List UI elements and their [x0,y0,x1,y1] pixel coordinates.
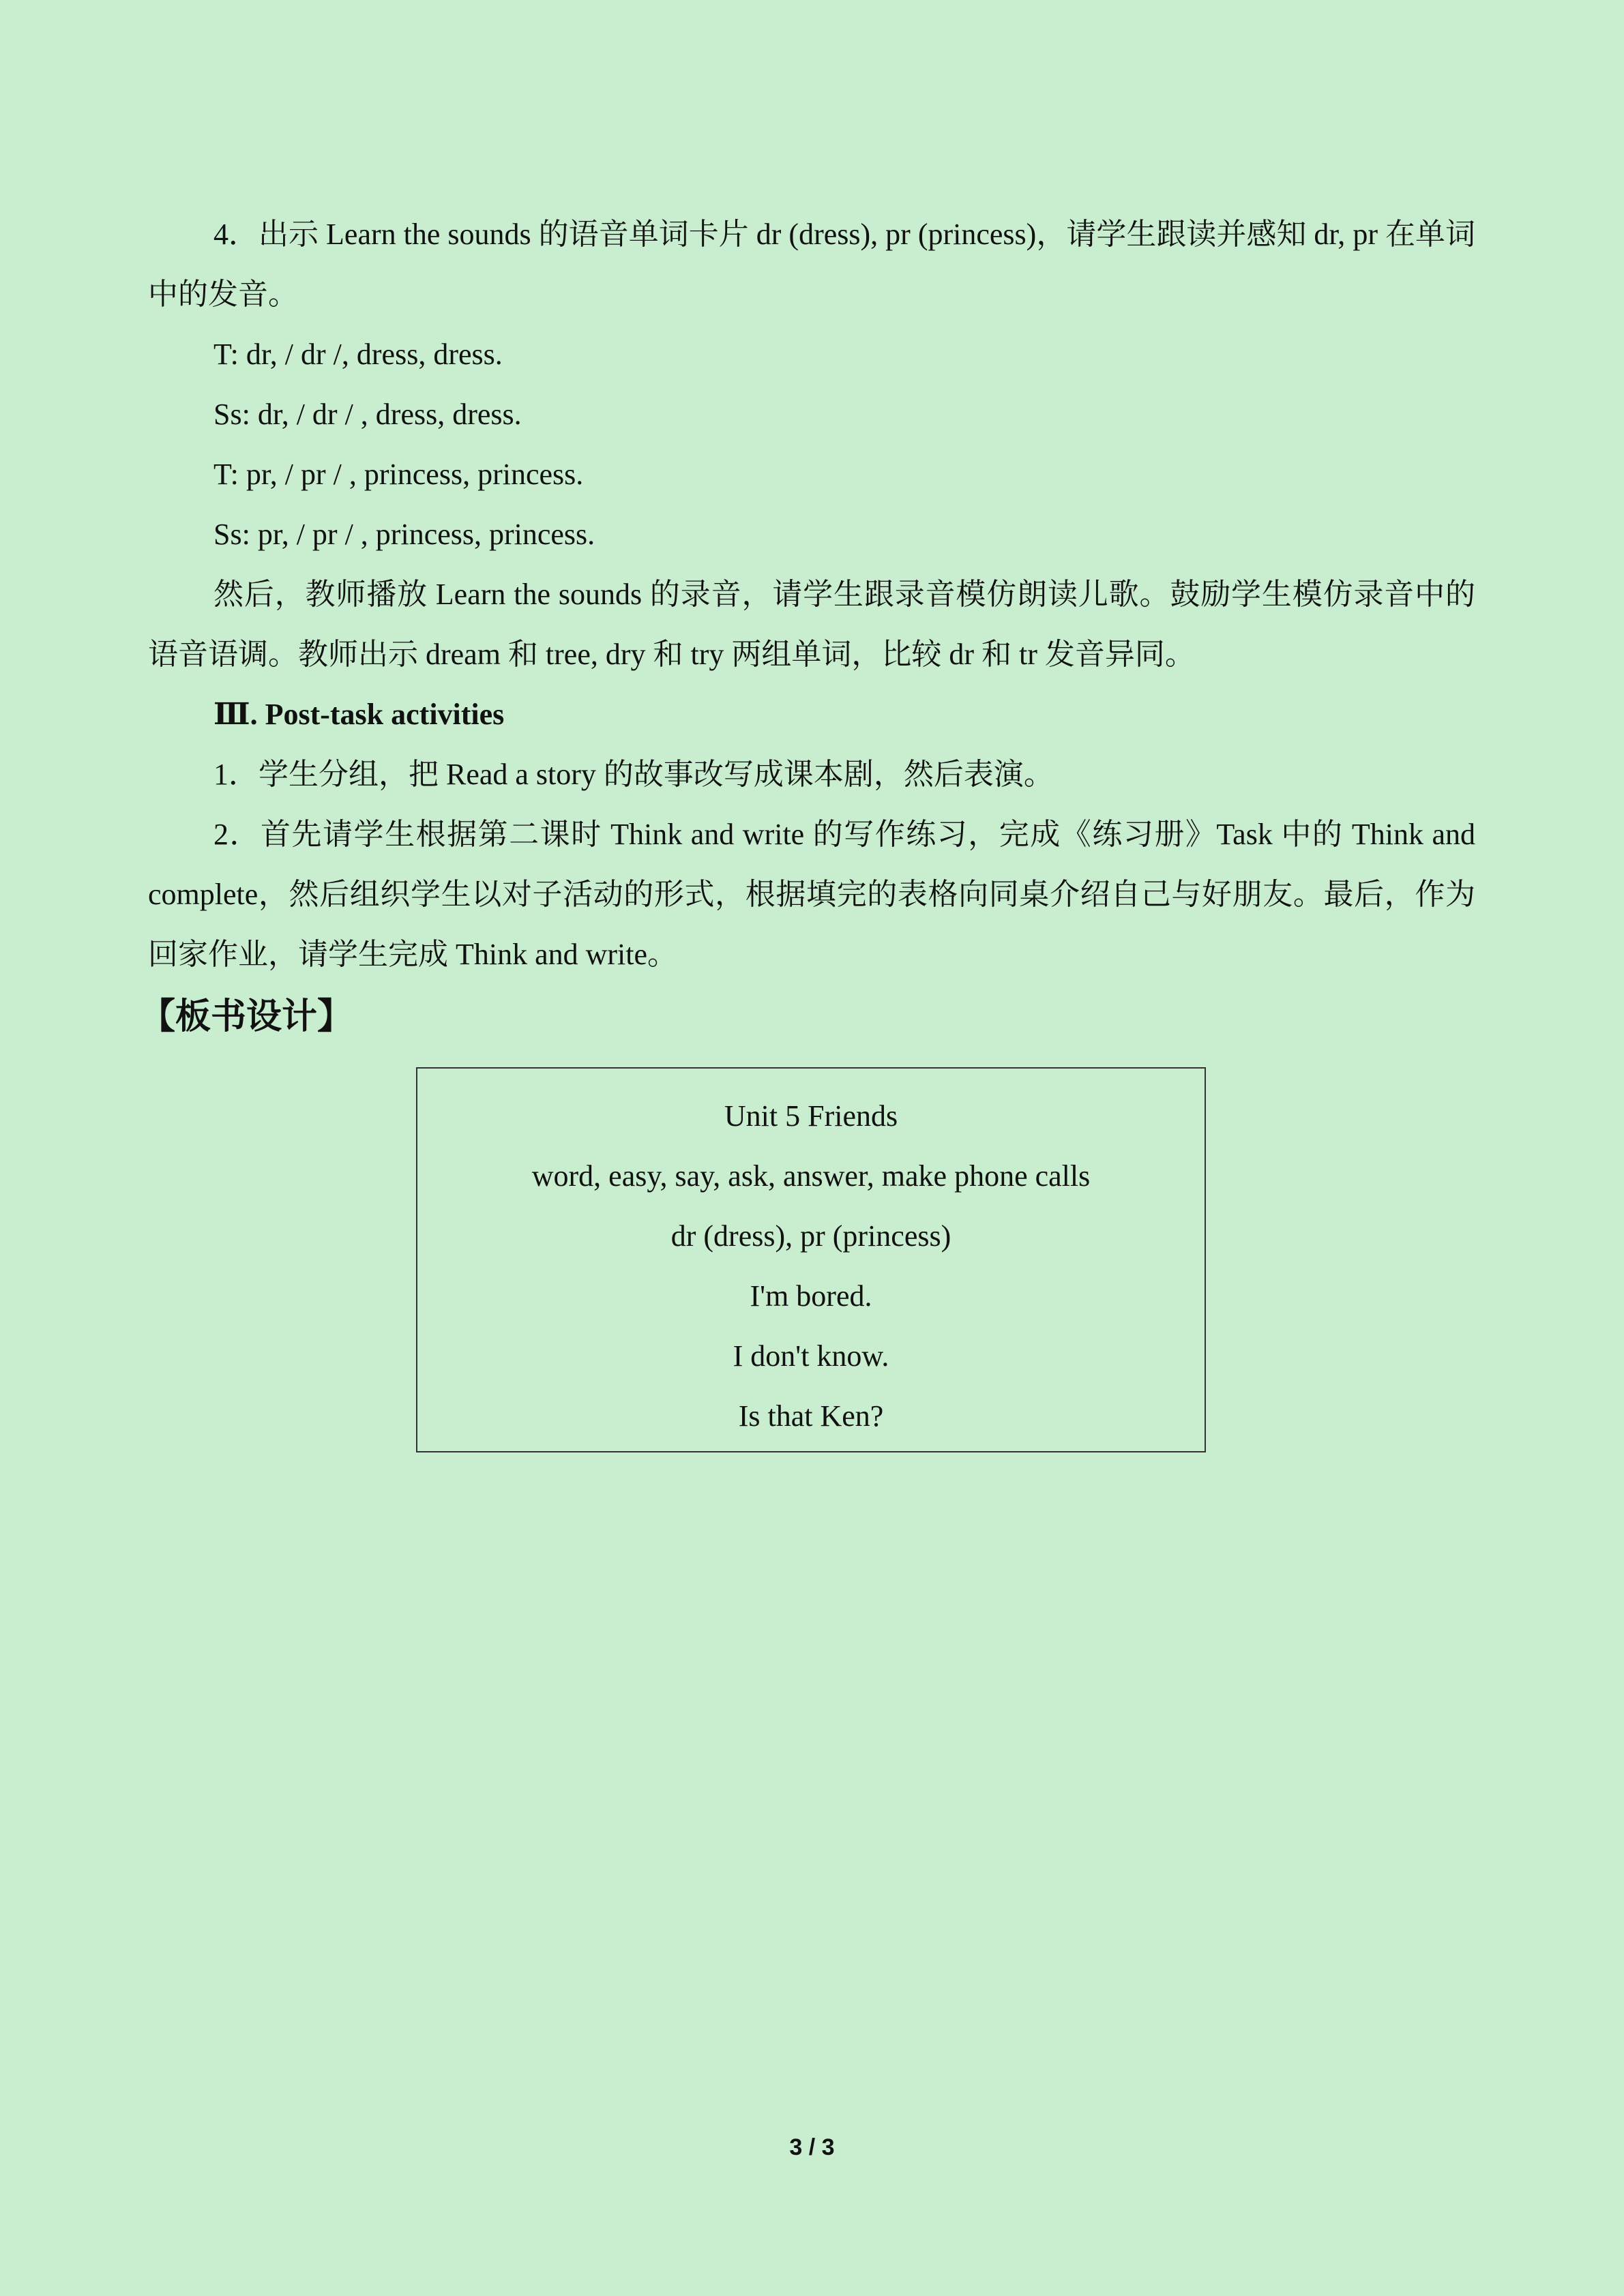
dialogue-line-4: Ss: pr, / pr / , princess, princess. [213,518,595,551]
dialogue-line-3: T: pr, / pr / , princess, princess. [213,458,584,491]
board-line: I don't know. [733,1339,889,1373]
post-task-heading: Ⅲ. Post-task activities [213,698,505,731]
page-number: 3 / 3 [789,2134,835,2160]
dialogue-line-2: Ss: dr, / dr / , dress, dress. [213,398,522,431]
board-line: I'm bored. [750,1279,872,1313]
paragraph-post-task-2: 2．首先请学生根据第二课时 Think and write 的写作练习，完成《练习册》Task 中的 Think and complete，然后组织学生以对子活动的形式，根据填完的表格向同桌介绍自己与好朋友。最后，作为回家作业，请学生完成 Think and write。 [148,818,1475,971]
board-design-title: 【板书设计】 [140,998,353,1037]
board-line: dr (dress), pr (princess) [670,1219,951,1253]
lesson-body [140,205,1475,1049]
paragraph-learn-sounds: 4．出示 Learn the sounds 的语音单词卡片 dr (dress), pr (princess)，请学生跟读并感知 dr, pr 在单词中的发音。 [148,218,1475,311]
board-line: word, easy, say, ask, answer, make phone calls [531,1159,1091,1193]
board-line: Unit 5 Friends [724,1099,898,1133]
dialogue-line-1: T: dr, / dr /, dress, dress. [213,338,503,371]
board-design-box [416,1067,1206,1452]
board-line: Is that Ken? [738,1399,884,1433]
paragraph-recording: 然后，教师播放 Learn the sounds 的录音，请学生跟录音模仿朗读儿歌。鼓励学生模仿录音中的语音语调。教师出示 dream 和 tree, dry 和 try 两组单词，比较 dr 和 tr 发音异同。 [148,578,1475,671]
paragraph-post-task-1: 1．学生分组，把 Read a story 的故事改写成课本剧，然后表演。 [213,758,1054,791]
